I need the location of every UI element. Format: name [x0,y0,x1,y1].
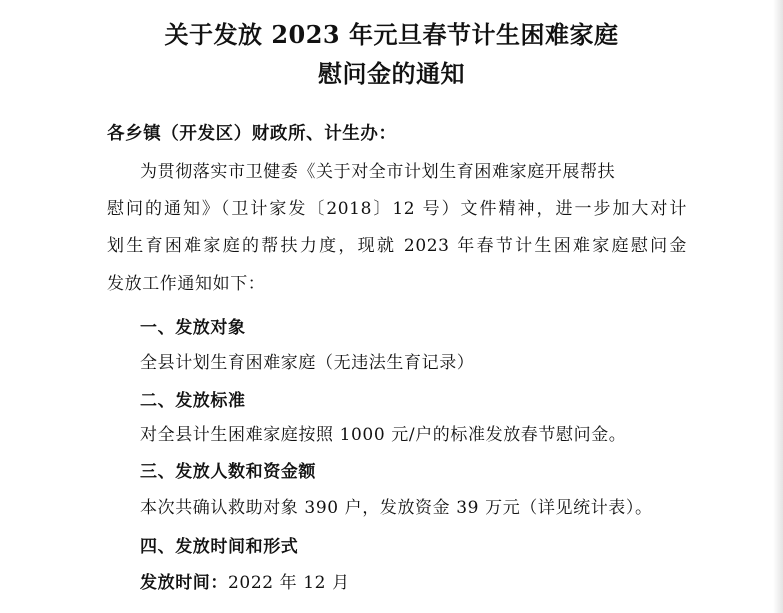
section-3-body: 本次共确认救助对象 390 户，发放资金 39 万元（详见统计表）。 [140,498,653,518]
section-3-heading: 三、发放人数和资金额 [140,462,316,482]
document-title-line-1: 关于发放 2023 年元旦春节计生困难家庭 [164,20,619,49]
page-edge-shadow [773,0,783,613]
document-title-line-2: 慰问金的通知 [318,59,465,88]
section-4-body-value: 2022 年 12 月 [228,573,350,593]
section-2-body: 对全县计生困难家庭按照 1000 元/户的标准发放春节慰问金。 [140,425,627,445]
section-4-body [140,572,350,594]
section-4-body-label: 发放时间： [140,573,228,593]
salutation: 各乡镇（开发区）财政所、计生办： [107,124,397,144]
intro-line-4: 发放工作通知如下： [107,274,266,294]
section-1-body: 全县计划生育困难家庭（无违法生育记录） [140,353,475,373]
intro-line-1: 为贯彻落实市卫健委《关于对全市计划生育困难家庭开展帮扶 [140,162,616,182]
intro-line-3: 划生育困难家庭的帮扶力度，现就 2023 年春节计生困难家庭慰问金 [107,236,687,256]
section-4-heading: 四、发放时间和形式 [140,537,299,557]
section-1-heading: 一、发放对象 [140,318,246,338]
section-2-heading: 二、发放标准 [140,391,246,411]
intro-line-2: 慰问的通知》（卫计家发〔2018〕12 号）文件精神，进一步加大对计 [107,199,687,219]
